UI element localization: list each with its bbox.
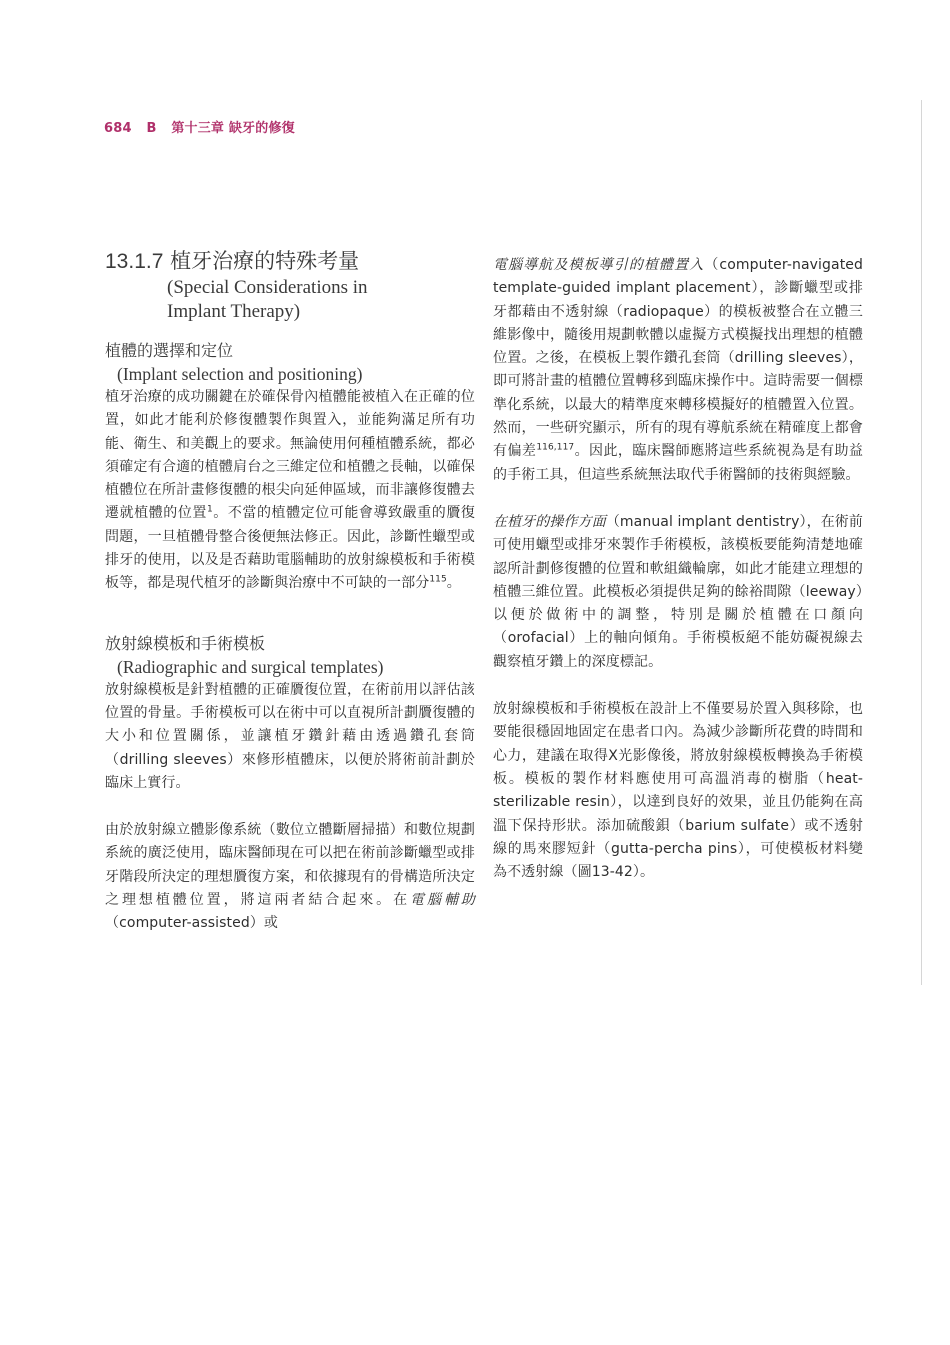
- paragraph-implant-selection: 植牙治療的成功關鍵在於確保骨內植體能被植入在正確的位置，如此才能利於修復體製作與置入，並能夠滿足所有功能、衛生、和美觀上的要求。無論使用何種植體系統，都必須確定有合適的植體肩台之三維定位和植體之長軸，以確保植體位在所計畫修復體的根尖向延伸區域，而非讓修復體去遷就植體的位置$^1$。不當的植體定位可能會導致嚴重的贗復問題，一旦植體骨整合後便無法修正。因此，診斷性蠟型或排牙的使用，以及是否藉助電腦輔助的放射線模板和手術模板等，都是現代植牙的診斷與治療中不可缺的一部分$^{115}$。: [105, 389, 475, 592]
- chapter-title: 第十三章 缺牙的修復: [171, 121, 295, 136]
- section-number: 13.1.7: [105, 250, 164, 273]
- right-column: [493, 254, 863, 884]
- subheading-templates: 放射線模板和手術模板: [105, 633, 266, 653]
- page-number: 684: [104, 121, 132, 136]
- part-label: B: [146, 121, 157, 136]
- section-heading: [105, 248, 475, 275]
- subheading-implant-selection: 植體的選擇和定位: [105, 341, 234, 360]
- page-edge-rule: [921, 100, 922, 985]
- running-header: [104, 117, 305, 136]
- paragraph-templates-2: 由於放射線立體影像系統（數位立體斷層掃描）和數位規劃系統的廣泛使用，臨床醫師現在可以把在術前診斷蠟型或排牙階段所決定的理想贗復方案，和依據現有的骨構造所決定之理想植體位置，將這兩者結合起來。在電腦輔助（computer-assisted）或: [105, 822, 475, 932]
- paragraph-navigated-placement: 電腦導航及模板導引的植體置入（computer-navigated template-guided implant placement），診斷蠟型或排牙都藉由不透射線（radiopaque）的模板被整合在立體三維影像中，隨後用規劃軟體以虛擬方式模擬找出理想的植體位置。之後，在模板上製作鑽孔套筒（drilling sleeves），即可將計畫的植體位置轉移到臨床操作中。這時需要一個標準化系統，以最大的精準度來轉移模擬好的植體置入位置。然而，一些研究顯示，所有的現有導航系統在精確度上都會有偏差$^{116,117}$。因此，臨床醫師應將這些系統視為是有助益的手術工具，但這些系統無法取代手術醫師的技術與經驗。: [493, 257, 864, 483]
- paragraph-manual-dentistry: 在植牙的操作方面（manual implant dentistry），在術前可使用蠟型或排牙來製作手術模板，該模板要能夠清楚地確認所計劃修復體的位置和軟組織輪廓，如此才能建立理想的植體三維位置。此模板必須提供足夠的餘裕間隙（leeway）以便於做術中的調整，特別是關於植體在口顏向（orofacial）上的軸向傾角。手術模板絕不能妨礙視線去觀察植牙鑽上的深度標記。: [493, 513, 863, 670]
- subheading-implant-selection-en: (Implant selection and positioning): [117, 364, 363, 384]
- paragraph-template-materials: 放射線模板和手術模板在設計上不僅要易於置入與移除，也要能很穩固地固定在患者口內。為減少診斷所花費的時間和心力，建議在取得X光影像後，將放射線模板轉換為手術模板。模板的製作材料應使用可高溫消毒的樹脂（heat-sterilizable resin），以達到良好的效果，並且仍能夠在高溫下保持形狀。添加硫酸鋇（barium sulfate）或不透射線的馬來膠短針（gutta-percha pins），可使模板材料變為不透射線（圖13-42）。: [493, 701, 863, 881]
- paragraph-templates-1: 放射線模板是針對植體的正確贗復位置，在術前用以評估該位置的骨量。手術模板可以在術中可以直視所計劃贗復體的大小和位置關係，並讓植牙鑽針藉由透過鑽孔套筒（drilling sleeves）來修形植體床，以便於將術前計劃於臨床上實行。: [105, 681, 475, 791]
- section-title-en-1: (Special Considerations in: [167, 277, 368, 298]
- subheading-templates-en: (Radiographic and surgical templates): [117, 656, 384, 677]
- section-title-zh: 植牙治療的特殊考量: [170, 249, 360, 273]
- section-title-en-2: Implant Therapy): [167, 301, 301, 322]
- left-column: [105, 248, 475, 936]
